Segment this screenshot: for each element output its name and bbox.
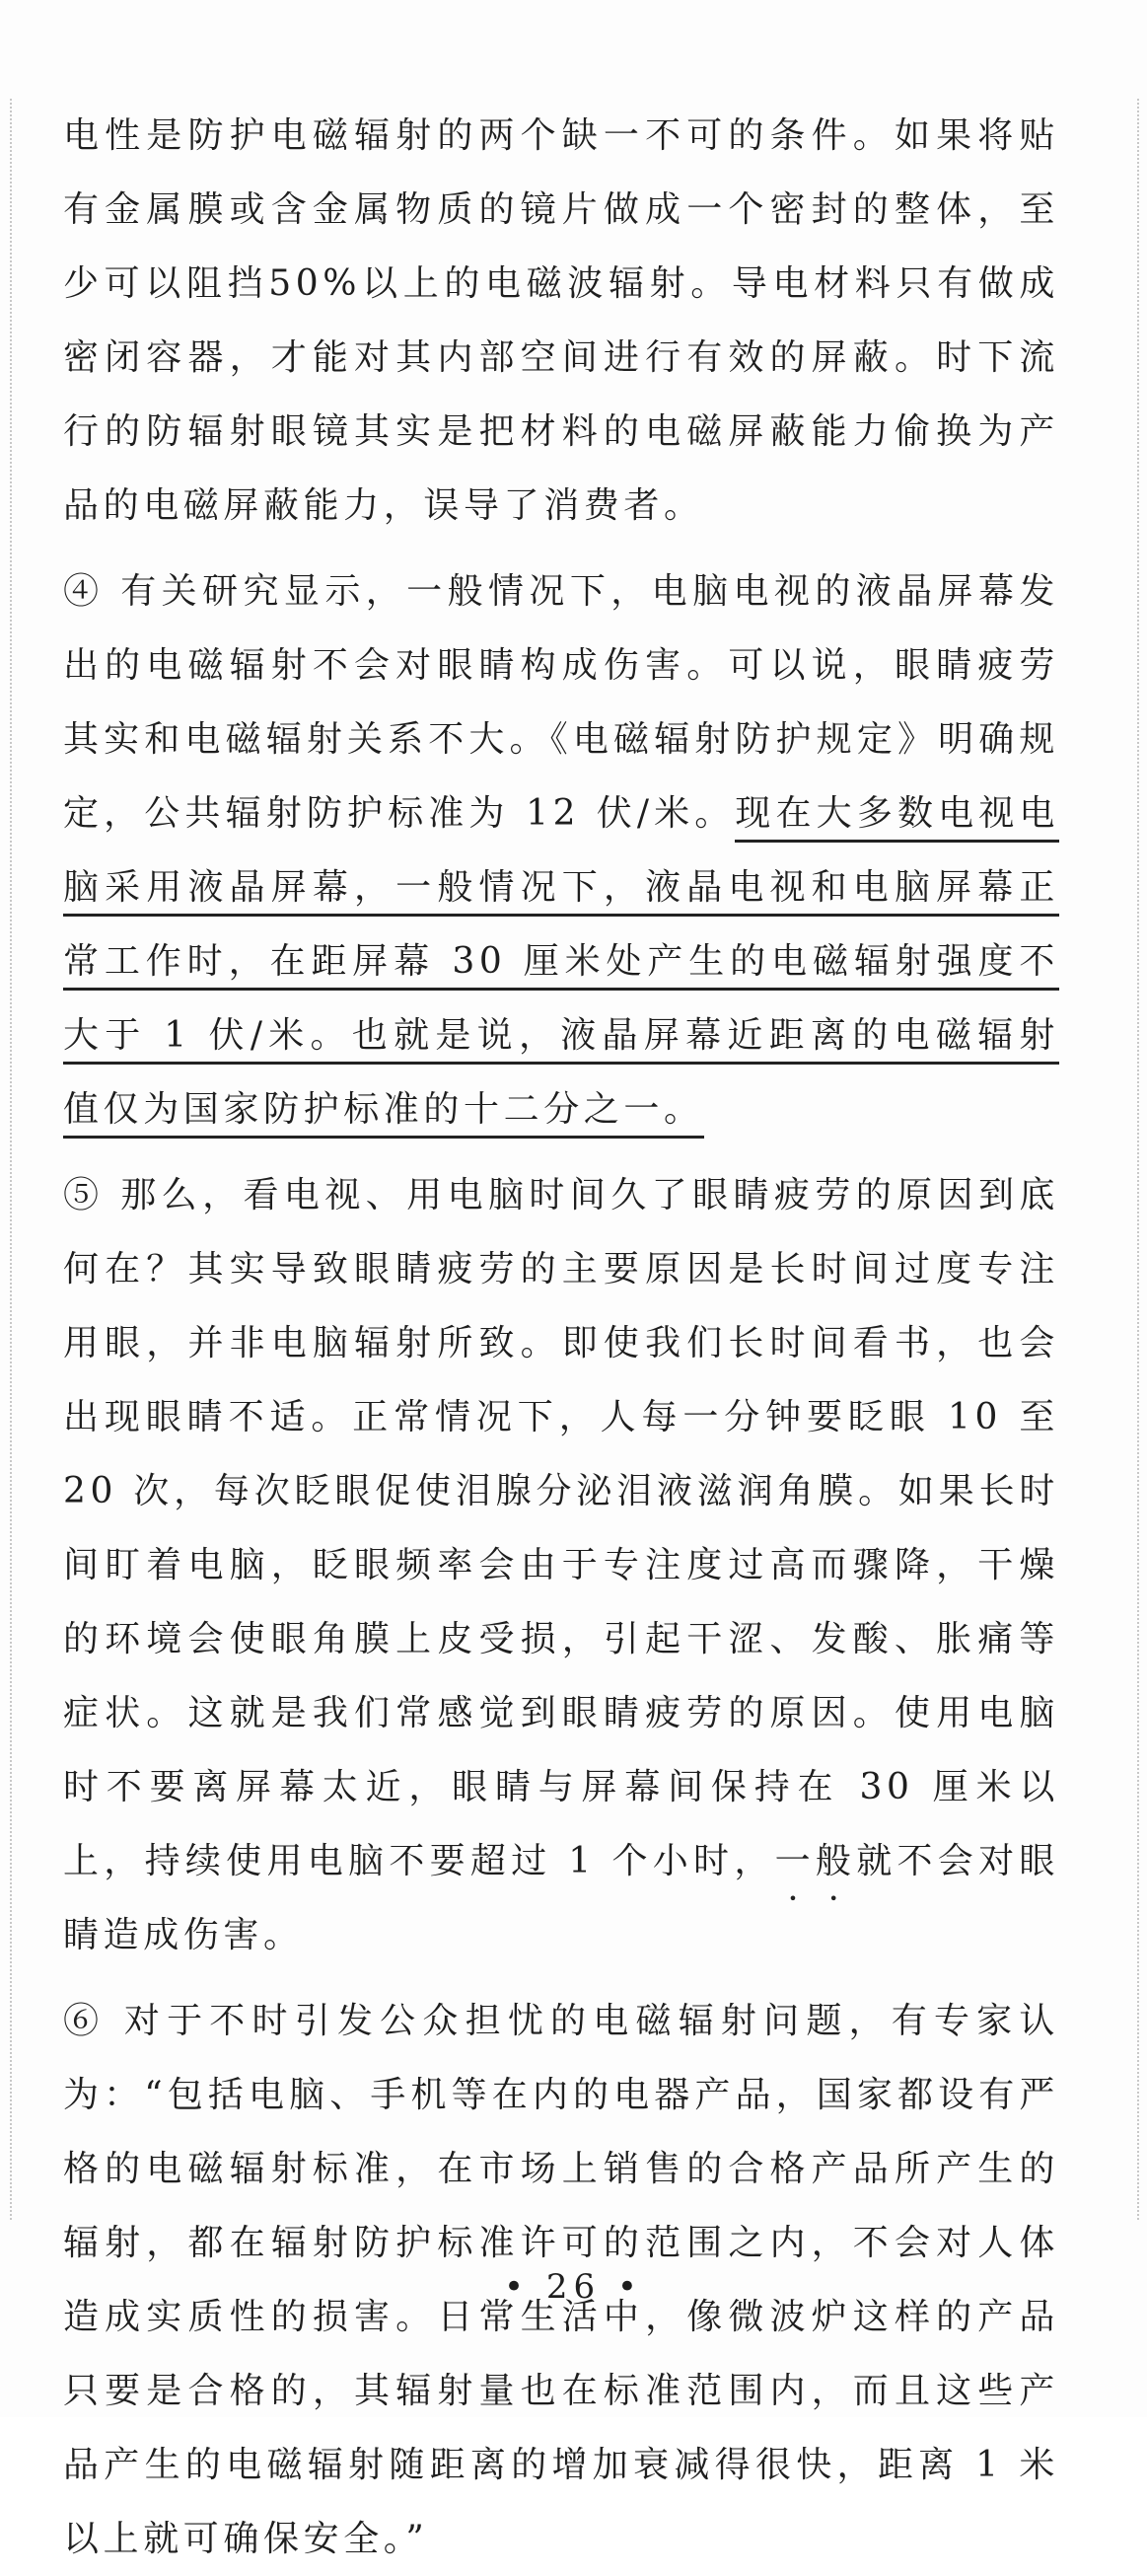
right-margin-dotted-line	[1137, 99, 1139, 2220]
paragraph-4	[63, 554, 1059, 1146]
emphasis-dot-char-2: 般	[815, 1841, 857, 1881]
left-margin-dotted-line	[10, 99, 12, 2220]
page-number: • 26 •	[504, 2267, 643, 2307]
paragraph-6: ⑥ 对于不时引发公众担忧的电磁辐射问题，有专家认为：“包括电脑、手机等在内的电器产品，国家都设有严格的电磁辐射标准，在市场上销售的合格产品所产生的辐射，都在辐射防护标准许可的范围之内，不会对人体造成实质性的损害。日常生活中，像微波炉这样的产品只要是合格的，其辐射量也在标准范围内，而且这些产品产生的电磁辐射随距离的增加衰减得很快，距离 1 米以上就可确保安全。”	[63, 2001, 1059, 2559]
paragraph-4-plain: ④ 有关研究显示，一般情况下，电脑电视的液晶屏幕发出的电磁辐射不会对眼睛构成伤害。可以说，眼睛疲劳其实和电磁辐射关系不大。《电磁辐射防护规定》明确规定，公共辐射防护标准为 12 伏/米。	[63, 571, 1059, 834]
article-body	[63, 99, 1059, 2576]
paragraph-5	[63, 1158, 1059, 1972]
paragraph-5-text: ⑤ 那么，看电视、用电脑时间久了眼睛疲劳的原因到底何在？其实导致眼睛疲劳的主要原因是长时间过度专注用眼，并非电脑辐射所致。即使我们长时间看书，也会出现眼睛不适。正常情况下，人每一分钟要眨眼 10 至 20 次，每次眨眼促使泪腺分泌泪液滋润角膜。如果长时间盯着电脑，眨眼频率会由于专注度过高而骤降，干燥的环境会使眼角膜上皮受损，引起干涩、发酸、胀痛等症状。这就是我们常感觉到眼睛疲劳的原因。使用电脑时不要离屏幕太近，眼睛与屏幕间保持在 30 厘米以上，持续使用电脑不要超过 1 个小时，	[63, 1175, 1059, 1881]
paragraph-5-text-end: 就不会对眼睛造成伤害。	[63, 1841, 1059, 1955]
paragraph-3-continuation: 电性是防护电磁辐射的两个缺一不可的条件。如果将贴有金属膜或含金属物质的镜片做成一个密封的整体，至少可以阻挡50%以上的电磁波辐射。导电材料只有做成密闭容器，才能对其内部空间进行有效的屏蔽。时下流行的防辐射眼镜其实是把材料的电磁屏蔽能力偷换为产品的电磁屏蔽能力，误导了消费者。	[63, 115, 1059, 526]
emphasis-dot-char-1: 一	[774, 1841, 816, 1881]
paragraph-4-underlined-sentence: 现在大多数电视电脑采用液晶屏幕，一般情况下，液晶电视和电脑屏幕正常工作时，在距屏幕 30 厘米处产生的电磁辐射强度不大于 1 伏/米。也就是说，液晶屏幕近距离的电磁辐射值仅为国家防护标准的十二分之一。	[63, 793, 1059, 1139]
